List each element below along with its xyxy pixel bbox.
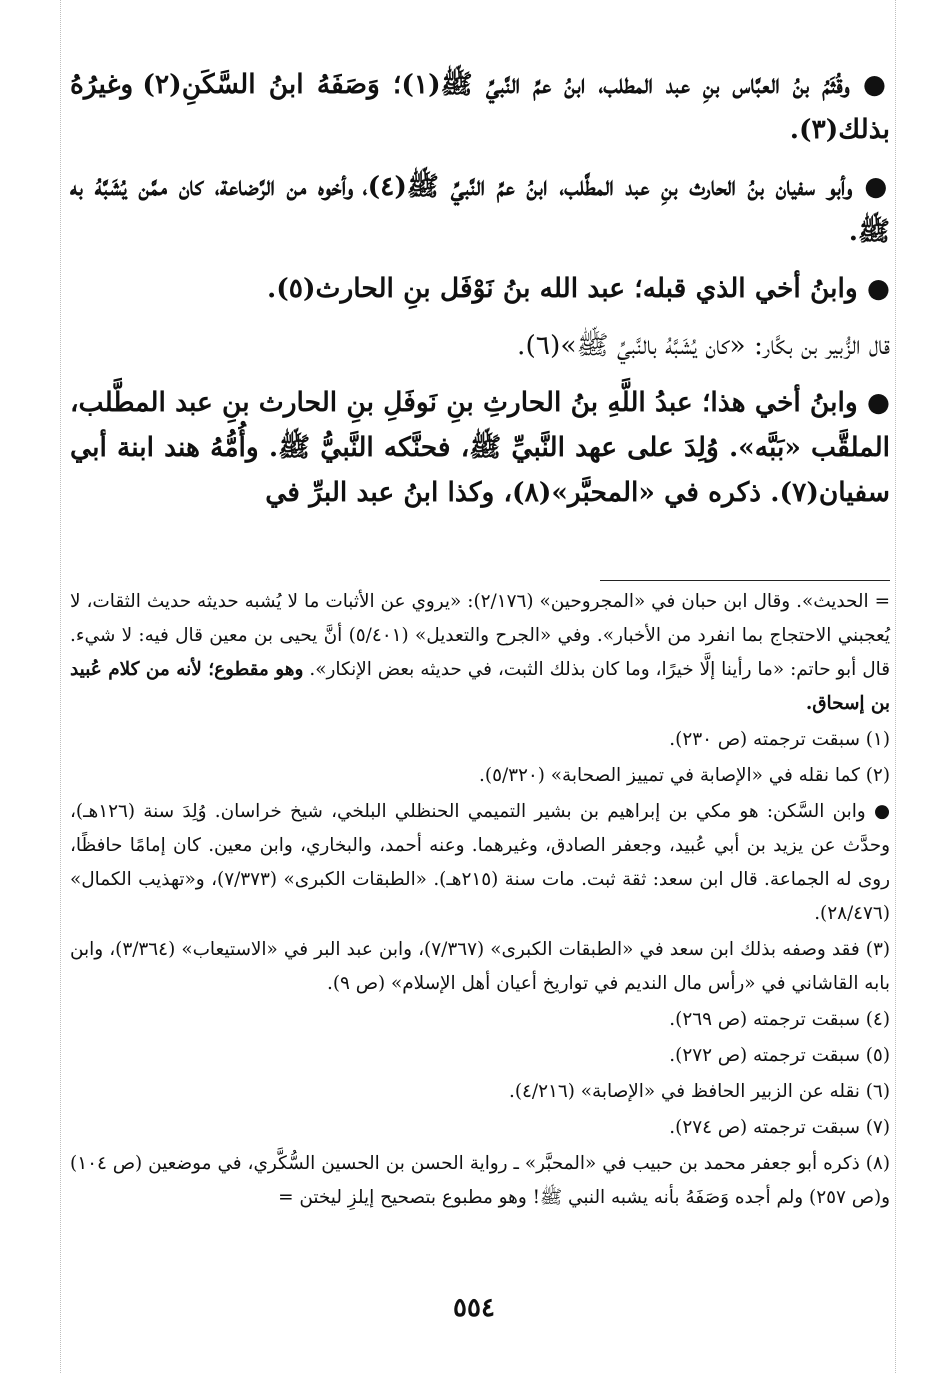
footnote-4: (٤) سبقت ترجمته (ص ٢٦٩). bbox=[669, 1009, 890, 1030]
footnote-8: (٨) ذكره أبو جعفر محمد بن حبيب في «المحبَّر» ـ رواية الحسن بن الحسين السُّكَّري، في موضعين (ص ١٠٤) و(ص ٢٥٧) ولم أجده وَصَفَهُ بأنه يشبه النبي ﷺ! وهو مطبوع بتصحيح إيلزِ ليختن = bbox=[70, 1153, 890, 1208]
paragraph-abu-sufyan: ● وأبو سفيان بنُ الحارث بنِ عبد المطَّلب، ابنُ عمِّ النَّبيِّ ﷺ(٤)، وأخوه من الرَّضاعة، كان ممَّن يُشَبَّهُ به ﷺ. bbox=[70, 171, 890, 247]
margin-guide-right bbox=[895, 0, 896, 1373]
paragraph-zubair-quote: قال الزُّبير بن بكَّار: «كان يُشَبَّهُ بالنَّبيِّ ﷺ»(٦). bbox=[517, 330, 890, 361]
footnote-3: (٣) فقد وصفه بذلك ابن سعد في «الطبقات الكبرى» (٧/٣٦٧)، وابن عبد البر في «الاستيعاب» (٣/٣٦٤)، وابن بابه القاشاني في «رأس مال النديم في تواريخ أعيان أهل الإسلام» (ص ٩). bbox=[70, 939, 891, 994]
footnote-1: (١) سبقت ترجمته (ص ٢٣٠). bbox=[669, 729, 890, 750]
margin-guide-left bbox=[60, 0, 61, 1373]
page-number: ٥٥٤ bbox=[453, 1293, 495, 1323]
main-text bbox=[70, 62, 890, 527]
footnote-6: (٦) نقله عن الزبير الحافظ في «الإصابة» (٤/٢١٦). bbox=[509, 1081, 890, 1102]
footnote-2-bio: ● وابن السَّكن: هو مكي بن إبراهيم بن بشير التميمي الحنظلي البلخي، شيخ خراسان. وُلِدَ سنة (١٢٦هـ)، وحدَّث عن يزيد بن أبي عُبيد، وجعفر الصادق، وغيرهما. وعنه أحمد، والبخاري، وابن معين. كان إمامًا حافظًا، روى له الجماعة. قال ابن سعد: ثقة ثبت. مات سنة (٢١٥هـ). «الطبقات الكبرى» (٧/٣٧٣)، و«تهذيب الكمال» (٢٨/٤٧٦). bbox=[70, 801, 890, 924]
paragraph-abdullah-harith: ● وابنُ أخي هذا؛ عبدُ اللَّهِ بنُ الحارثِ بنِ نَوفَلِ بنِ الحارث بنِ عبد المطَّلب، الملقَّب «بَبَّه». وُلِدَ على عهد النَّبيِّ ﷺ، فحنَّكه النَّبيُّ ﷺ. وأُمُّهُ هند ابنة أبي سفيان(٧). ذكره في «المحبَّر»(٨)، وكذا ابنُ عبد البرِّ في bbox=[70, 387, 890, 508]
footnote-7: (٧) سبقت ترجمته (ص ٢٧٤). bbox=[669, 1117, 890, 1138]
footnote-5: (٥) سبقت ترجمته (ص ٢٧٢). bbox=[669, 1045, 890, 1066]
footnote-continuation-note: وهو مقطوع؛ لأنه من كلام عُبيد بن إسحاق. bbox=[70, 659, 890, 714]
footnote-2: (٢) كما نقله في «الإصابة في تمييز الصحابة» (٥/٣٢٠). bbox=[479, 765, 890, 786]
footnotes bbox=[70, 585, 890, 1217]
footnote-continuation bbox=[70, 585, 890, 721]
footnote-divider bbox=[600, 580, 890, 581]
paragraph-qutham: ● وقُثَمُ بنُ العبَّاس بنِ عبد المطلب، ابنُ عمِّ النَّبيِّ ﷺ(١)؛ وَصَفَهُ ابنُ السَّكَنِ(٢) وغيرُهُ بذلك(٣). bbox=[70, 69, 890, 145]
paragraph-abdullah-nawfal: ● وابنُ أخي الذي قبله؛ عبد الله بنُ نَوْفَل بنِ الحارث(٥). bbox=[266, 273, 890, 304]
footnote-continuation-text: = الحديث». وقال ابن حبان في «المجروحين» (٢/١٧٦): «يروي عن الأثبات ما لا يُشبه حديثه حديث الثقات، لا يُعجبني الاحتجاج بما انفرد من الأخبار». وفي «الجرح والتعديل» (٥/٤٠١) أنَّ يحيى بن معين قال فيه: لا شيء. قال أبو حاتم: «ما رأينا إلَّا خيرًا، وما كان بذلك الثبت، في حديثه بعض الإنكار». bbox=[70, 591, 891, 680]
